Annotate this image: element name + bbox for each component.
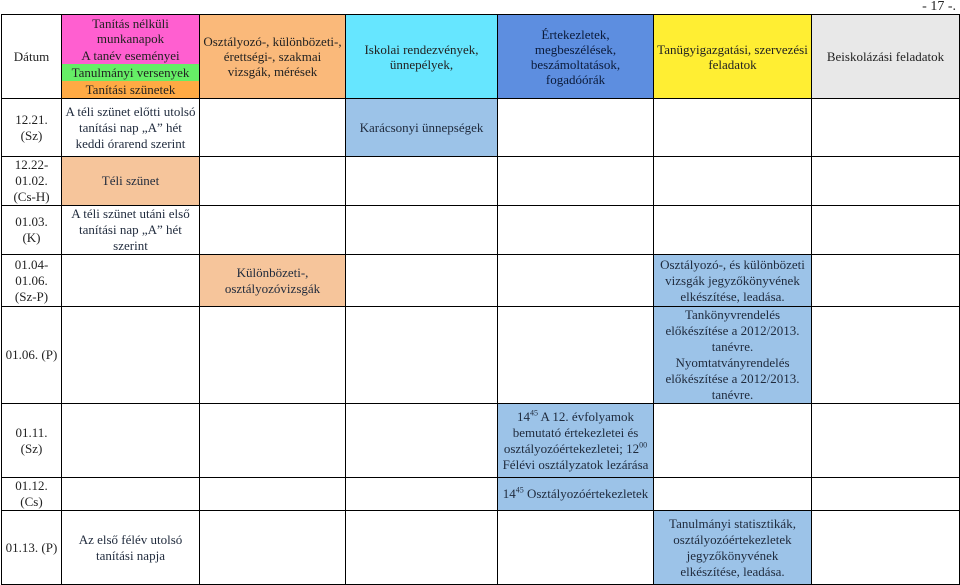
row-meetings: $14^{45}$ Osztályozóértekezletek (498, 478, 654, 511)
table-row (2, 478, 960, 511)
row-exams: Különbözeti-, osztályozóvizsgák (200, 255, 346, 307)
table-row (2, 404, 960, 478)
row-date: 12.22- 01.02. (Cs-H) (2, 157, 62, 206)
header-row (2, 15, 960, 99)
table-row (2, 157, 960, 206)
row-enrollment (812, 99, 960, 157)
table-row (2, 307, 960, 404)
row-meetings (498, 99, 654, 157)
row-holidays: Az első félév utolsó tanítási napja (62, 511, 200, 585)
header-enrollment: Beiskolázási feladatok (812, 15, 960, 99)
row-admin: Tanulmányi statisztikák, osztályozóértekezletek jegyzőkönyvének elkészítése, leadása. (654, 511, 812, 585)
header-holidays-line1: Tanítás nélküli munkanapok (62, 15, 200, 47)
table-row (2, 255, 960, 307)
header-holidays (62, 15, 200, 99)
schedule-table (1, 14, 960, 585)
row-exams (200, 99, 346, 157)
row-holidays: A téli szünet előtti utolsó tanítási nap „A” hét keddi órarend szerint (62, 99, 200, 157)
table-row (2, 511, 960, 585)
row-admin: Tankönyvrendelés előkészítése a 2012/2013. tanévre. Nyomtatványrendelés előkészítése a 2012/2013. tanévre. (654, 307, 812, 404)
table-row (2, 99, 960, 157)
header-events: Iskolai rendezvények, ünnepélyek, (346, 15, 498, 99)
row-events: Karácsonyi ünnepségek (346, 99, 498, 157)
row-date: 01.04- 01.06. (Sz-P) (2, 255, 62, 307)
row-date: 01.06. (P) (2, 307, 62, 404)
header-holidays-line3: Tanulmányi versenyek (62, 64, 200, 81)
row-date: 12.21. (Sz) (2, 99, 62, 157)
row-date: 01.13. (P) (2, 511, 62, 585)
header-exams: Osztályozó-, különbözeti-, érettségi-, szakmai vizsgák, mérések (200, 15, 346, 99)
header-admin: Tanügyigazgatási, szervezési feladatok (654, 15, 812, 99)
row-admin (654, 99, 812, 157)
row-date: 01.12. (Cs) (2, 478, 62, 511)
table-row (2, 206, 960, 255)
row-date: 01.11. (Sz) (2, 404, 62, 478)
header-holidays-line4: Tanítási szünetek (62, 81, 200, 98)
header-holidays-line2: A tanév eseményei (62, 47, 200, 64)
row-date: 01.03. (K) (2, 206, 62, 255)
header-meetings: Értekezletek, megbeszélések, beszámoltatások, fogadóórák (498, 15, 654, 99)
row-meetings: $14^{45}$ A 12. évfolyamok bemutató értekezletei és osztályozóértekezletei; $12^{00}$ Félévi osztályzatok lezárása (498, 404, 654, 478)
row-admin: Osztályozó-, és különbözeti vizsgák jegyzőkönyvének elkészítése, leadása. (654, 255, 812, 307)
row-holidays: Téli szünet (62, 157, 200, 206)
page-number: - 17 -. (922, 0, 956, 14)
header-date: Dátum (2, 15, 62, 99)
row-holidays: A téli szünet utáni első tanítási nap „A” hét szerint (62, 206, 200, 255)
